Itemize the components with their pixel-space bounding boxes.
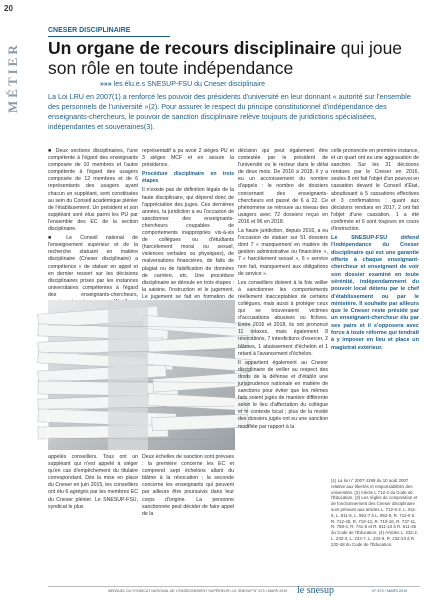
- text-column-2-continued: [142, 454, 234, 520]
- subheading: Procédure disciplinaire en trois étapes: [142, 171, 234, 185]
- paragraph: décision qui peut également être contestée par le président de l'université ou le recteur dans le délai de deux mois. De 2016 à 2018, il y a eu un accroissement du nombre d'appels : le nombre de dossiers concernant des enseignants-chercheurs est passé de 6 à 22. Ce phénomène se retrouve au niveau des usagers avec 72 dossiers reçus en 2016 et 96 en 2018.: [238, 148, 328, 225]
- paper-stack-photo: [48, 300, 235, 450]
- paragraph: ■ Deux sections disciplinaires, l'une compétente à l'égard des enseignants composée de 10 membres et l'autre compétente à l'égard des usagers composée de 12 membres et de 6 représentants des usagers ayant chacun un suppléant, sont constituées au sein du Conseil académique plénier de l'établissement. Un président et son suppléant sont élus parmi les PU par l'ensemble des EC de la section disciplinaire.: [48, 148, 138, 233]
- pull-quote: Le SNESUP-FSU défend l'indépendance du Cneser disciplinaire qui est une garantie offerte à chaque enseignant-chercheur et enseignant de voir son dossier examiné en toute sérénité, indépendamment du pouvoir local détenu par le chef d'établissement ou par le ministère. Il souhaite par ailleurs que le Cneser reste présidé par un enseignant-chercheur élu par ses pairs et il s'opposera avec force à toute réforme qui tendrait à y imposer en lieu et place un magistrat extérieur.: [331, 235, 419, 351]
- text-column-1-continued: [48, 454, 138, 513]
- section-label-vertical: MÉTIER: [5, 42, 20, 113]
- paragraph: La haute juridiction, depuis 2016, a eu l'occasion de statuer sur 51 dossiers dont 7 « manquement en matière de gestion administrative ou financière », 7 « harcèlement sexuel », 6 « service non fait, manquement aux obligations de service ».: [238, 228, 328, 277]
- rubric-divider: [48, 36, 170, 37]
- text-column-2: [142, 148, 234, 324]
- photo-credit: © Fotolia/Anthon: [45, 414, 50, 444]
- footer-publication-info: MENSUEL DU SYNDICAT NATIONAL DE L'ENSEIGNEMENT SUPÉRIEUR • LE SNESUP N° 673 • MARS 2019: [108, 589, 288, 593]
- byline-authors: les élu.e.s SNESUP-FSU du Cneser disciplinaire: [113, 81, 265, 88]
- article-photo: [45, 300, 235, 450]
- footer-magazine-name: le snesup: [297, 585, 334, 596]
- paragraph: Les conseillers doivent à la fois veiller à sanctionner les comportements réellement inacceptables de certains collègues, mais aussi à protéger ceux qui se trouveraient victimes d'accusations abusives ou fictives. Entre 2016 et 2018, ils ont prononcé 11 relaxes, mais également 8 révocations, 7 interdictions d'exercer, 2 blâmes, 1 abaissement d'échelon et 1 retard à l'avancement d'échelon.: [238, 279, 328, 357]
- paragraph: appelés conseillers. Tous ont un suppléant qui n'est appelé à siéger qu'en cas d'empêchement du titulaire correspondant. Dès la mise en place du Cneser en juin 2015, les conseillers ont élu 6 agrégés par les membres EC du Cneser plénier. Le SNESUP-FSU, syndicat le plus: [48, 454, 138, 510]
- byline: [100, 81, 265, 88]
- footer-divider: [48, 586, 420, 587]
- article-intro: La Loi LRU en 2007(1) a renforcé les pouvoir des présidents d'université en leur donnant « autorité sur l'ensemble des personnels de l'université »(2). Pour assurer le respect du principe constitutionnel d'indépendance des enseignants-chercheurs, le pouvoir de sanction disciplinaire relève toujours de juridictions spécialisées, indépendantes et souveraines(3).: [48, 92, 411, 131]
- side-column: [0, 0, 22, 600]
- rubric-label: CNESER DISCIPLINAIRE: [48, 27, 131, 34]
- paragraph: Il appartient également au Cneser disciplinaire de veiller au respect des droits de la défense et d'établir une jurisprudence nationale en matière de sanctions pour éviter que les mêmes faits soient jugés de manière différente selon le lieu d'affectation du collègue et le contexte local ; plus de la moitié des dossiers jugés ont eu une sanction modifiée par rapport à la: [238, 359, 328, 430]
- text-column-3: [238, 148, 328, 433]
- text-column-1: [48, 148, 138, 315]
- paragraph: Deux échelles de sanction sont prévues : la première concerne les EC et comprend sept échelons allant du blâme à la révocation ; la seconde concerne les enseignants qui peuvent par ailleurs être poursuivis dans leur corps d'origine. La personne sanctionnée peut décider de faire appel de la: [142, 454, 234, 517]
- article-title-bold: Un organe de recours disciplinaire: [48, 38, 336, 58]
- paragraph: représentatif a pu avoir 2 sièges PU et 3 sièges MCF et en assure la présidence.: [142, 148, 234, 169]
- paragraph: celle prononcée en première instance, et un quart ont eu une aggravation de sanction. Sur les 31 décisions rendues par le Cneser en 2016, seules 8 ont fait l'objet d'un pourvoi en cassation devant le Conseil d'État, aboutissant à 5 cassations effectives et 3 confirmations : quant aux décisions rendues en 2017, 2 ont fait l'objet d'une cassation, 1 a été confirmée et 6 sont toujours en cours d'instruction.: [331, 148, 419, 233]
- page-number: 20: [4, 4, 13, 13]
- byline-arrows: »»»: [100, 81, 112, 88]
- paragraph: Il n'existe pas de définition légale de la faute disciplinaire, qui dépend donc de l'appréciation des juges. Ces dernières années, la juridiction a eu l'occasion de sanctionner des enseignants-chercheurs coupables de comportements inappropriés vis-à-vis de collègues ou d'étudiants (harcèlement moral ou sexuel, violences verbales ou physiques), de malversations financières, de faits de plagiat ou de falsification de données de carrière, etc. Une procédure disciplinaire se déroule en trois étapes : la saisine, l'instruction et le jugement. Le jugement se fait en formation de: [142, 187, 234, 300]
- footnotes: (1) La loi n° 2007-1199 du 10 août 2007 relative aux libertés et responsabilités des universités. (2) Article L 712-2 du Code de l'Éducation. (3) Les règles de composition et de fonctionnement des Cneser disciplinaire sont prévues aux articles L. 712-6-2, L. 811-5, L. 811-6, L. 952-7 à L. 952-9, R. 712-9 à R. 712-46, R. 719-13, R. 719-16, R. 737-11, R. 758-4, R. 741-5 et R. 811-10 à R. 811-35 du Code de l'Éducation. (4) Articles L. 232-2, L. 232-3, L. 232-7, L. 232-8, R. 232-23 à R. 232-48 du Code de l'Éducation.: [331, 478, 418, 547]
- footer-issue: N° 673 / MARS 2019: [372, 589, 408, 593]
- paragraph: ■ Le Conseil national de l'enseignement supérieur et de la recherche statuant en matière disciplinaire (Cneser disciplinaire) a compétence « de statuer en appel et en dernier ressort sur les décisions disciplinaires prises par les instances universitaires compétentes à l'égard des enseignants-chercheurs,: [48, 235, 138, 298]
- text-column-4: [331, 148, 419, 354]
- article-title: [48, 38, 418, 78]
- article-title-rest: qui joue son rôle en toute indépendance: [48, 38, 403, 78]
